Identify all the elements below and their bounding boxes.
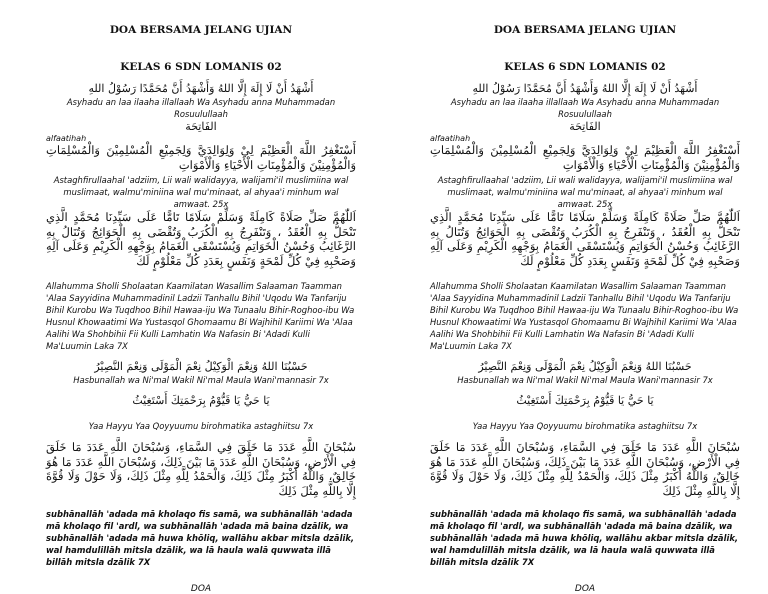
tasbih-arabic: سُبْحَانَ اللَّهِ عَدَدَ مَا خَلَقَ فِي السَّمَاءِ، وَسُبْحَانَ اللَّهِ عَدَدَ مَا خَلَقَ فِي الْأَرْضِ، وَسُبْحَانَ اللَّهِ عَدَدَ مَا بَيْنَ ذَلِكَ، وَسُبْحَانَ اللَّهِ عَدَدَ مَا هُوَ خَالِقٌ، وَاللَّهُ أَكْبَرُ مِثْلَ ذَلِكَ، وَالْحَمْدُ لِلَّهِ مِثْلَ ذَلِكَ، وَلَا حَوْلَ وَلَا قُوَّةَ إِلَّا بِاللَّهِ مِثْلَ ذَلِكَ [46, 440, 356, 498]
hasbunallah-latin: Hasbunallah wa Ni'mal Wakil Ni'mal Maula Wani'mannasir 7x [73, 375, 329, 385]
title-line2: KELAS 6 SDN LOMANIS 02 [504, 61, 666, 73]
page-right [384, 0, 768, 594]
yahayyu-arabic: يَا حَيُّ يَا قَيُّوْمُ بِرَحْمَتِكَ أَسْتَغِيْثُ [516, 394, 654, 407]
shahada-latin: Asyhadu an laa ilaaha illallaah Wa Asyhadu anna Muhammadan Rosuulullaah [450, 97, 720, 119]
title-line1: DOA BERSAMA JELANG UJIAN [493, 24, 677, 36]
fatihah-arabic: الفَاتِحَة [185, 120, 217, 133]
fatihah-latin: alfaatihah [430, 134, 471, 143]
title-line2: KELAS 6 SDN LOMANIS 02 [120, 61, 282, 73]
hasbunallah-latin: Hasbunallah wa Ni'mal Wakil Ni'mal Maula Wani'mannasir 7x [457, 375, 713, 385]
istighfar-arabic: أَسْتَغْفِرُ اللَّهَ الْعَظِيْمَ لِيْ وَلِوَالِدَيَّ وَلِجَمِيْعِ الْمُسْلِمِيْنَ وَالْمُسْلِمَاتِ وَالْمُؤْمِنِيْنَ وَالْمُؤْمِنَاتِ الْأَحْيَاءِ وَالْأَمْوَاتِ [46, 143, 356, 172]
shahada-latin: Asyhadu an laa ilaaha illallaah Wa Asyhadu anna Muhammadan Rosuulullaah [66, 97, 336, 119]
sholawat-latin: Allahumma Sholli Sholaatan Kaamilatan Wasallim Salaaman Taamman 'Alaa Sayyidina Muhammadinil Ladzii Tanhallu Bihil 'Uqodu Wa Tanfariju Bihil Kurobu Wa Tuqdhoo Bihil Hawaa-iju Wa Tunaalu Bihir-Roghoo-ibu Wa Husnul Khowaatimi Wa Yustasqol Ghomaamu Bi Wajhihil Kariimi Wa 'Alaa Aalihi Wa Shohbihii Fii Kulli Lamhatin Wa Nafasin Bi 'Adadi Kulli Ma'Luumin Laka 7X [46, 281, 355, 351]
fatihah-arabic: الفَاتِحَة [569, 120, 601, 133]
sholawat-arabic: اَللّٰهُمَّ صَلِّ صَلَاةً كَامِلَةً وَسَلِّمْ سَلَامًا تَامًّا عَلَى سَيِّدِنَا مُحَمَّدٍ الَّذِي تَنْحَلُّ بِهِ الْعُقَدُ ، وَتَنْفَرِجُ بِهِ الْكُرَبُ وَتُقْضَى بِهِ الْحَوَائِجُ وَتُنَالُ بِهِ الرَّغَائِبُ وَحُسْنُ الْخَوَاتِمِ وَيُسْتَسْقَى الْغَمَامُ بِوَجْهِهِ الْكَرِيْمِ وَعَلَى آلِهِ وَصَحْبِهِ فِيْ كُلِّ لَمْحَةٍ وَنَفَسٍ بِعَدَدِ كُلِّ مَعْلُوْمٍ لَكَ [430, 210, 740, 268]
tasbih-latin: subhānallāh 'adada mā kholaqo fis samā, wa subhānallāh 'adada mā kholaqo fil 'ardl, wa subhānallāh 'adada mā baina dzālik, wa subhānallāh 'adada mā huwa khōliq, wallāhu akbar mitsla dzālik, wal hamdulillāh mitsla dzālik, wa lā haula walā quwwata illā billāh mitsla dzālik 7X [430, 509, 739, 567]
tasbih-arabic: سُبْحَانَ اللَّهِ عَدَدَ مَا خَلَقَ فِي السَّمَاءِ، وَسُبْحَانَ اللَّهِ عَدَدَ مَا خَلَقَ فِي الْأَرْضِ، وَسُبْحَانَ اللَّهِ عَدَدَ مَا بَيْنَ ذَلِكَ، وَسُبْحَانَ اللَّهِ عَدَدَ مَا هُوَ خَالِقٌ، وَاللَّهُ أَكْبَرُ مِثْلَ ذَلِكَ، وَالْحَمْدُ لِلَّهِ مِثْلَ ذَلِكَ، وَلَا حَوْلَ وَلَا قُوَّةَ إِلَّا بِاللَّهِ مِثْلَ ذَلِكَ [430, 440, 740, 498]
yahayyu-latin: Yaa Hayyu Yaa Qoyyuumu birohmatika astaghiitsu 7x [88, 421, 314, 431]
sholawat-latin: Allahumma Sholli Sholaatan Kaamilatan Wasallim Salaaman Taamman 'Alaa Sayyidina Muhammadinil Ladzii Tanhallu Bihil 'Uqodu Wa Tanfariju Bihil Kurobu Wa Tuqdhoo Bihil Hawaa-iju Wa Tunaalu Bihir-Roghoo-ibu Wa Husnul Khowaatimi Wa Yustasqol Ghomaamu Bi Wajhihil Kariimi Wa 'Alaa Aalihi Wa Shohbihii Fii Kulli Lamhatin Wa Nafasin Bi 'Adadi Kulli Ma'Luumin Laka 7X [430, 281, 739, 351]
shahada-arabic: أَشْهَدُ أَنْ لَا إِلَهَ إِلَّا اللهُ وَأَشْهَدُ أَنَّ مُحَمَّدًا رَسُوْلُ اللهِ [472, 82, 698, 95]
fatihah-latin: alfaatihah [46, 134, 87, 143]
yahayyu-latin: Yaa Hayyu Yaa Qoyyuumu birohmatika astaghiitsu 7x [472, 421, 698, 431]
istighfar-arabic: أَسْتَغْفِرُ اللَّهَ الْعَظِيْمَ لِيْ وَلِوَالِدَيَّ وَلِجَمِيْعِ الْمُسْلِمِيْنَ وَالْمُسْلِمَاتِ وَالْمُؤْمِنِيْنَ وَالْمُؤْمِنَاتِ الْأَحْيَاءِ وَالْأَمْوَاتِ [430, 143, 740, 172]
title-line1: DOA BERSAMA JELANG UJIAN [109, 24, 293, 36]
istighfar-latin: Astaghfirullaahal 'adziim, Lii wali walidayya, walijami'il muslimiina wal muslimaat, walmu'miniina wal mu'minaat, al ahyaa'i minhum wal amwaat. 25x [437, 175, 733, 209]
footer-label: DOA [574, 584, 596, 594]
yahayyu-arabic: يَا حَيُّ يَا قَيُّوْمُ بِرَحْمَتِكَ أَسْتَغِيْثُ [132, 394, 270, 407]
sholawat-arabic: اَللّٰهُمَّ صَلِّ صَلَاةً كَامِلَةً وَسَلِّمْ سَلَامًا تَامًّا عَلَى سَيِّدِنَا مُحَمَّدٍ الَّذِي تَنْحَلُّ بِهِ الْعُقَدُ ، وَتَنْفَرِجُ بِهِ الْكُرَبُ وَتُقْضَى بِهِ الْحَوَائِجُ وَتُنَالُ بِهِ الرَّغَائِبُ وَحُسْنُ الْخَوَاتِمِ وَيُسْتَسْقَى الْغَمَامُ بِوَجْهِهِ الْكَرِيْمِ وَعَلَى آلِهِ وَصَحْبِهِ فِيْ كُلِّ لَمْحَةٍ وَنَفَسٍ بِعَدَدِ كُلِّ مَعْلُوْمٍ لَكَ [46, 210, 356, 268]
hasbunallah-arabic: حَسْبُنَا اللهُ وَنِعْمَ الْوَكِيْلُ نِعْمَ الْمَوْلَى وَنِعْمَ النَّصِيْرُ [478, 360, 692, 373]
hasbunallah-arabic: حَسْبُنَا اللهُ وَنِعْمَ الْوَكِيْلُ نِعْمَ الْمَوْلَى وَنِعْمَ النَّصِيْرُ [94, 360, 308, 373]
tasbih-latin: subhānallāh 'adada mā kholaqo fis samā, wa subhānallāh 'adada mā kholaqo fil 'ardl, wa subhānallāh 'adada mā baina dzālik, wa subhānallāh 'adada mā huwa khōliq, wallāhu akbar mitsla dzālik, wal hamdulillāh mitsla dzālik, wa lā haula walā quwwata illā billāh mitsla dzālik 7X [46, 509, 355, 567]
footer-label: DOA [190, 584, 212, 594]
istighfar-latin: Astaghfirullaahal 'adziim, Lii wali walidayya, walijami'il muslimiina wal muslimaat, walmu'miniina wal mu'minaat, al ahyaa'i minhum wal amwaat. 25x [53, 175, 349, 209]
shahada-arabic: أَشْهَدُ أَنْ لَا إِلَهَ إِلَّا اللهُ وَأَشْهَدُ أَنَّ مُحَمَّدًا رَسُوْلُ اللهِ [88, 82, 314, 95]
